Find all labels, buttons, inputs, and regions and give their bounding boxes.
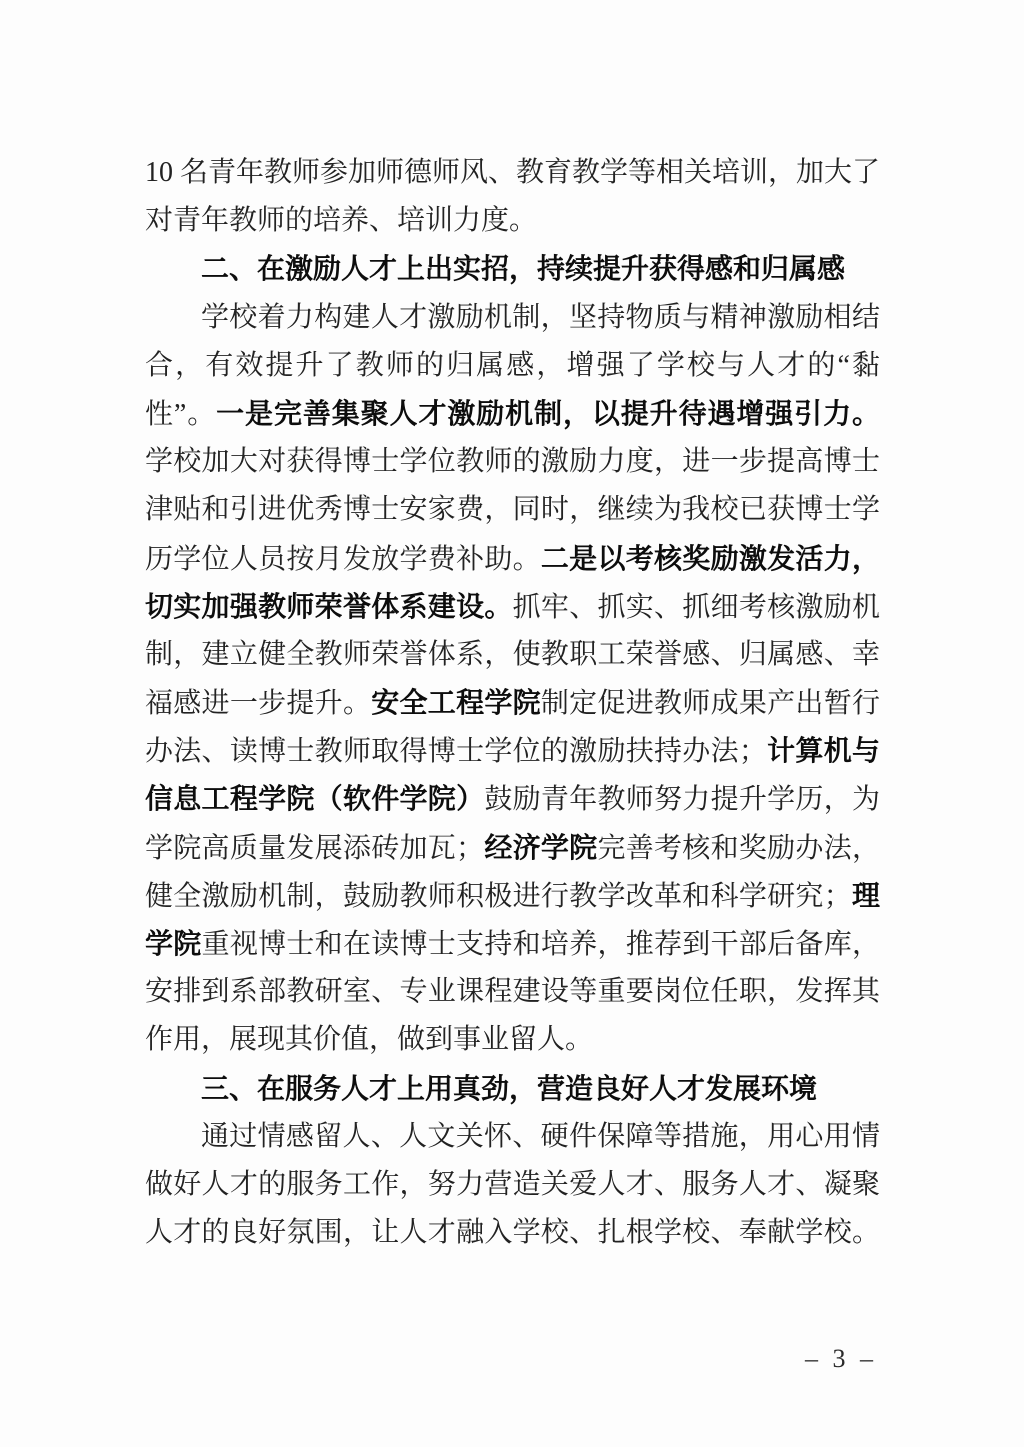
text-line	[145, 342, 880, 390]
text-run: 安排到系部教研室、专业课程建设等重要岗位任职，发挥其	[145, 976, 880, 1008]
bold-text-run: 经济学院	[484, 831, 598, 863]
page-number: – 3 –	[805, 1344, 877, 1373]
bold-text-run: 理	[851, 879, 880, 911]
section-heading	[145, 245, 880, 293]
text-line	[145, 1113, 880, 1161]
text-line	[145, 390, 880, 438]
text-run: 鼓励青年教师努力提升学历，为	[484, 784, 880, 816]
text-run: 合，有效提升了教师的归属感，增强了学校与人才的“黏	[145, 349, 880, 381]
text-line	[145, 631, 880, 679]
text-run: 津贴和引进优秀博士安家费，同时，继续为我校已获博士学	[145, 494, 880, 526]
text-line	[145, 583, 880, 631]
text-line	[145, 679, 880, 727]
text-line	[145, 294, 880, 342]
document-body	[145, 149, 880, 1257]
text-run: 学校着力构建人才激励机制，坚持物质与精神激励相结	[201, 301, 880, 333]
text-run: 作用，展现其价值，做到事业留人。	[145, 1024, 594, 1056]
text-line	[145, 149, 880, 197]
text-line	[145, 486, 880, 534]
bold-text-run: 切实加强教师荣誉体系建设。	[145, 590, 513, 622]
bold-text-run: 三、在服务人才上用真劲，营造良好人才发展环境	[201, 1072, 818, 1104]
text-line	[145, 727, 880, 775]
text-run: 对青年教师的培养、培训力度。	[145, 205, 538, 237]
text-line	[145, 775, 880, 823]
text-run: 福感进一步提升。	[145, 688, 372, 720]
bold-text-run: 二是以考核奖励激发活力，	[540, 542, 880, 574]
text-run: 学院高质量发展添砖加瓦；	[145, 832, 485, 864]
text-line	[145, 197, 880, 245]
text-line	[145, 535, 880, 583]
text-run: 重视博士和在读博士支持和培养，推荐到干部后备库，	[201, 929, 880, 960]
text-run: 做好人才的服务工作，努力营造关爱人才、服务人才、凝聚	[145, 1168, 880, 1200]
text-run: 抓牢、抓实、抓细考核激励机	[512, 591, 880, 623]
text-run: 制定促进教师成果产出暂行	[540, 688, 880, 720]
text-run: 制，建立健全教师荣誉体系，使教职工荣誉感、归属感、幸	[145, 638, 880, 670]
text-line	[145, 438, 880, 486]
text-run: 健全激励机制，鼓励教师积极进行教学改革和科学研究；	[145, 880, 852, 912]
text-line	[145, 1209, 880, 1257]
text-run: 学校加大对获得博士学位教师的激励力度，进一步提高博士	[145, 446, 880, 478]
bold-text-run: 学院	[145, 928, 202, 959]
text-run: 完善考核和奖励办法，	[597, 832, 880, 864]
text-line	[145, 824, 880, 872]
text-run: 人才的良好氛围，让人才融入学校、扎根学校、奉献学校。	[145, 1217, 880, 1249]
bold-text-run: 计算机与	[766, 735, 880, 767]
bold-text-run: 一是完善集聚人才激励机制，以提升待遇增强引力。	[216, 397, 880, 429]
text-line	[145, 1016, 880, 1064]
text-run: 通过情感留人、人文关怀、硬件保障等措施，用心用情	[201, 1120, 880, 1152]
text-run: 性”。	[145, 398, 217, 430]
text-line	[145, 872, 880, 920]
bold-text-run: 安全工程学院	[371, 687, 541, 719]
section-heading	[145, 1065, 880, 1113]
text-line	[145, 1161, 880, 1209]
text-line	[145, 920, 880, 968]
text-run: 历学位人员按月发放学费补助。	[145, 543, 541, 575]
bold-text-run: 二、在激励人才上出实招，持续提升获得感和归属感	[201, 253, 846, 285]
text-line	[145, 968, 880, 1016]
text-run: 10 名青年教师参加师德师风、教育教学等相关培训，加大了	[145, 157, 881, 188]
text-run: 办法、读博士教师取得博士学位的激励扶持办法；	[145, 736, 767, 768]
bold-text-run: 信息工程学院（软件学院）	[145, 783, 485, 815]
